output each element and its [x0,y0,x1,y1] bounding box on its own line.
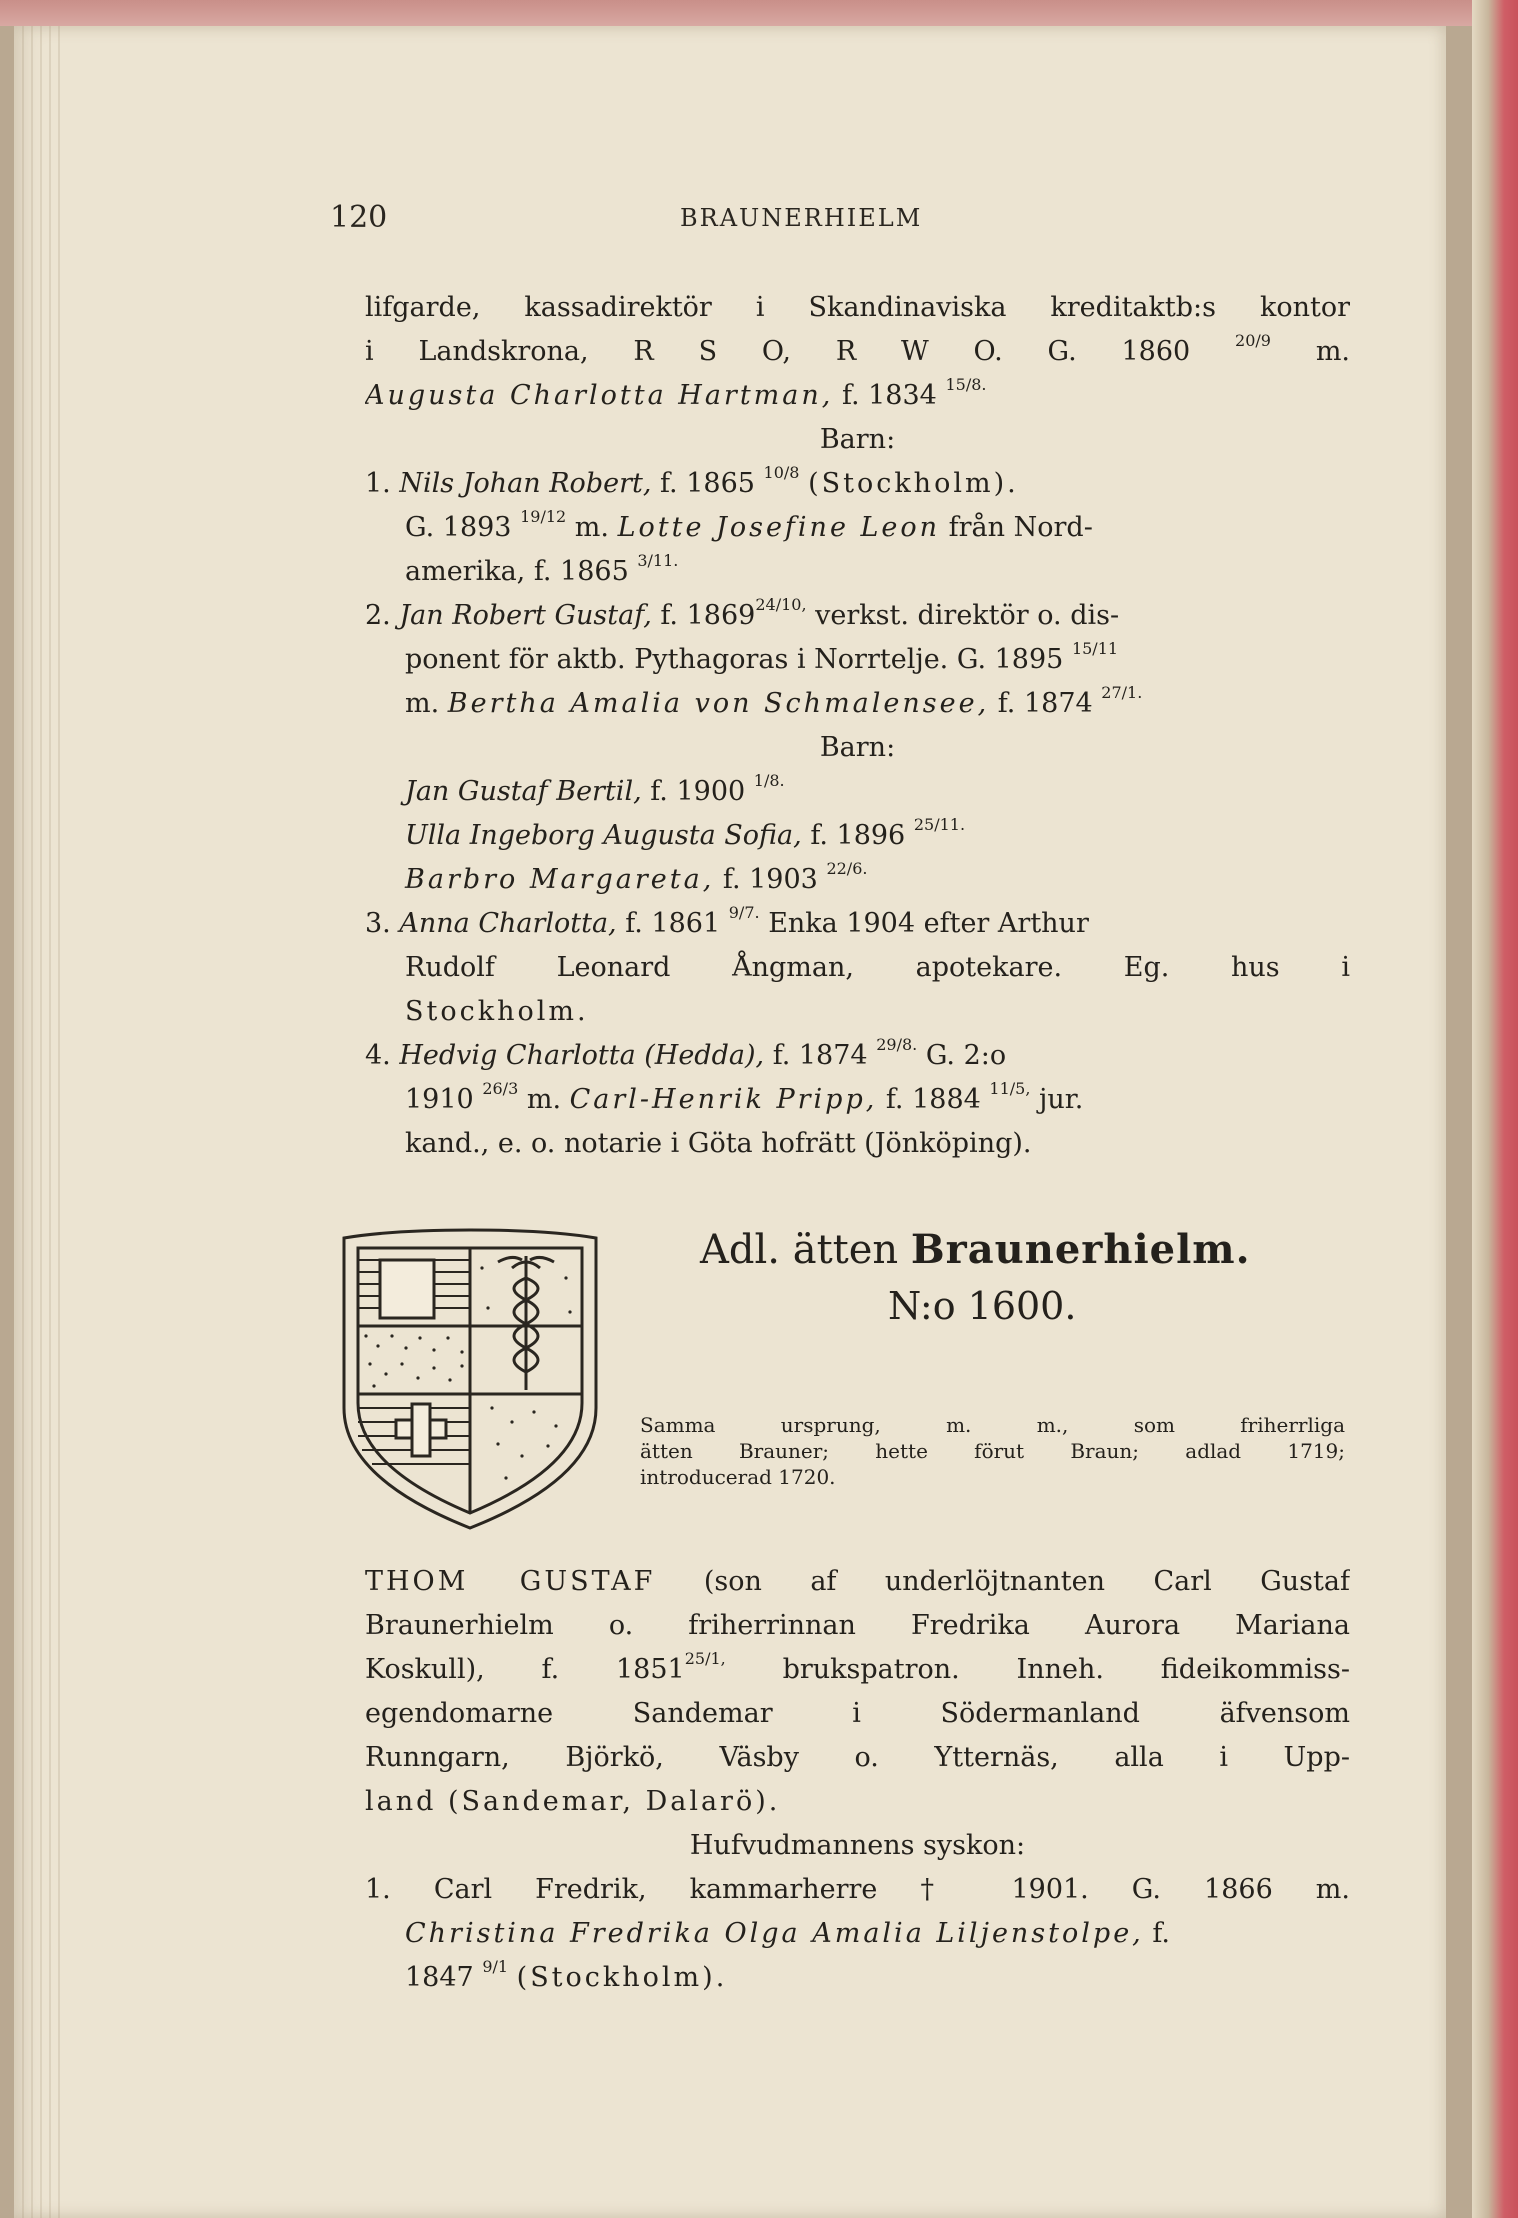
date-superscript: 9/1 [482,1957,509,1976]
date-superscript: 1/8. [753,771,785,790]
child-entry-4 [365,1034,1350,1078]
text-span: f. 1874 [997,688,1093,719]
date-superscript: 15/8. [945,375,987,394]
date-superscript: 11/5, [989,1079,1031,1098]
child-entry-3 [365,902,1350,946]
note-line: introducerad 1720. [640,1465,836,1489]
place: (Stockholm). [808,468,1019,499]
text-span: m. [1315,336,1350,367]
text-span: verkst. direktör o. dis- [815,600,1120,631]
text-line [365,1078,1350,1122]
text-line: Braunerhielm o. friherrinnan Fredrika Aurora Mariana [365,1610,1350,1641]
date-superscript: 3/11. [637,551,679,570]
text-line: land (Sandemar, Dalarö). [365,1786,781,1817]
child-entry-2 [365,594,1350,638]
text-line: Runngarn, Björkö, Väsby o. Ytternäs, alla i Upp- [365,1742,1350,1773]
text-span: f. 1903 [722,864,818,895]
note-line: Samma ursprung, m. m., som friherrliga [640,1413,1345,1437]
head-name: THOM GUSTAF [365,1566,656,1597]
date-superscript: 22/6. [826,859,868,878]
text-span: jur. [1039,1084,1084,1115]
text-span: Enka 1904 efter Arthur [768,908,1089,939]
text-span: f. 1884 [885,1084,981,1115]
family-number: N:o 1600. [888,1284,1077,1328]
date-superscript: 19/12 [520,507,567,526]
text-line [365,506,1350,550]
grandchild-name: Ulla Ingeborg Augusta Sofia, [405,820,802,851]
spouse-name: Lotte Josefine Leon [617,512,941,543]
page-number: 120 [330,200,388,235]
note-line: ätten Brauner; hette förut Braun; adlad 1719; [640,1439,1345,1463]
family-note [640,1412,1345,1490]
text-span: f. 1861 [625,908,721,939]
text-span: f. 1874 [772,1040,868,1071]
date-superscript: 10/8 [763,463,800,482]
date-superscript: 24/10, [755,595,807,614]
date-superscript: 29/8. [876,1035,918,1054]
spouse-name: Bertha Amalia von Schmalensee, [447,688,990,719]
child-entry-1 [365,462,1350,506]
page-header [330,200,1340,240]
right-binding-edge [1472,0,1518,2218]
top-binding-edge [0,0,1518,26]
coat-of-arms-image [322,1208,618,1538]
spouse-name: Augusta Charlotta Hartman, [365,380,834,411]
text-span: brukspatron. Inneh. fideikommiss- [782,1654,1350,1685]
spouse-name: Christina Fredrika Olga Amalia Liljenstolpe, [405,1918,1144,1949]
text-line [365,1912,1350,1956]
text-line [365,1560,1350,1604]
text-line: kand., e. o. notarie i Göta hofrätt (Jönköping). [405,1128,1032,1159]
text-span: från Nord- [948,512,1093,543]
coat-of-arms-icon [322,1208,618,1538]
head-of-family-entry [365,1560,1350,2000]
text-span: m. [526,1084,562,1115]
grandchild-name: Barbro Margareta, [405,864,715,895]
text-span: f. 1869 [660,600,756,631]
text-span: ponent för aktb. Pythagoras i Norrtelje. G. 1895 [405,644,1064,675]
family-name: Braunerhielm. [910,1226,1251,1273]
text-span: G. 2:o [925,1040,1007,1071]
text-span: m. [405,688,440,719]
text-span: i Landskrona, R S O, R W O. G. 1860 [365,336,1191,367]
text-span: f. 1865 [660,468,755,499]
text-line [365,374,1350,418]
title-prefix: Adl. ätten [700,1227,899,1273]
entry-continuation [365,286,1350,1166]
text-span: 1847 [405,1962,474,1993]
text-line [365,1956,1350,2000]
sibling-entry-1 [365,1868,1350,1912]
child-name: Nils Johan Robert, [399,468,652,499]
entry-number: 1. [365,1874,391,1905]
date-superscript: 20/9 [1235,331,1271,350]
barn-heading: Barn: [819,424,896,455]
date-superscript: 25/11. [913,815,966,834]
text-line: egendomarne Sandemar i Södermanland äfvensom [365,1698,1350,1729]
text-span: f. [1152,1918,1170,1949]
syskon-heading: Hufvudmannens syskon: [689,1830,1026,1861]
text-line: Rudolf Leonard Ångman, apotekare. Eg. hus i [405,952,1350,983]
text-line [365,550,1350,594]
text-span: (son af underlöjtnanten Carl Gustaf [703,1566,1350,1597]
entry-number: 4. [365,1040,391,1071]
entry-number: 1. [365,468,391,499]
child-name: Anna Charlotta, [399,908,617,939]
text-span: amerika, f. 1865 [405,556,629,587]
text-span: 1910 [405,1084,474,1115]
text-span: Koskull), f. 1851 [365,1654,685,1685]
grandchild-entry [365,858,1350,902]
text-span: f. 1900 [650,776,746,807]
text-span: f. 1834 [841,380,937,411]
text-line [365,1648,1350,1692]
family-heading [700,1222,1320,1334]
text-span: G. 1893 [405,512,512,543]
child-name: Hedvig Charlotta (Hedda), [399,1040,765,1071]
page-stack-edges [22,26,62,2218]
text-line: Stockholm. [405,996,589,1027]
text-line [365,638,1350,682]
entry-number: 3. [365,908,391,939]
grandchild-entry [365,814,1350,858]
date-superscript: 25/1, [684,1649,726,1668]
text-span: f. 1896 [810,820,906,851]
date-superscript: 26/3 [482,1079,519,1098]
barn-heading: Barn: [819,732,896,763]
date-superscript: 15/11 [1071,639,1119,658]
grandchild-name: Jan Gustaf Bertil, [405,776,642,807]
family-title [700,1222,1320,1278]
date-superscript: 27/1. [1101,683,1143,702]
running-title: BRAUNERHIELM [680,204,923,232]
text-line [365,330,1350,374]
entry-number: 2. [365,600,391,631]
child-name: Jan Robert Gustaf, [399,600,652,631]
text-span: Carl Fredrik, kammarherre † 1901. G. 1866 m. [433,1874,1350,1905]
text-span: m. [574,512,609,543]
place: (Stockholm). [516,1962,728,1993]
date-superscript: 9/7. [728,903,760,922]
grandchild-entry [365,770,1350,814]
spouse-name: Carl-Henrik Pripp, [569,1084,878,1115]
text-line [365,682,1350,726]
text-line: lifgarde, kassadirektör i Skandinaviska kreditaktb:s kontor [365,292,1350,323]
